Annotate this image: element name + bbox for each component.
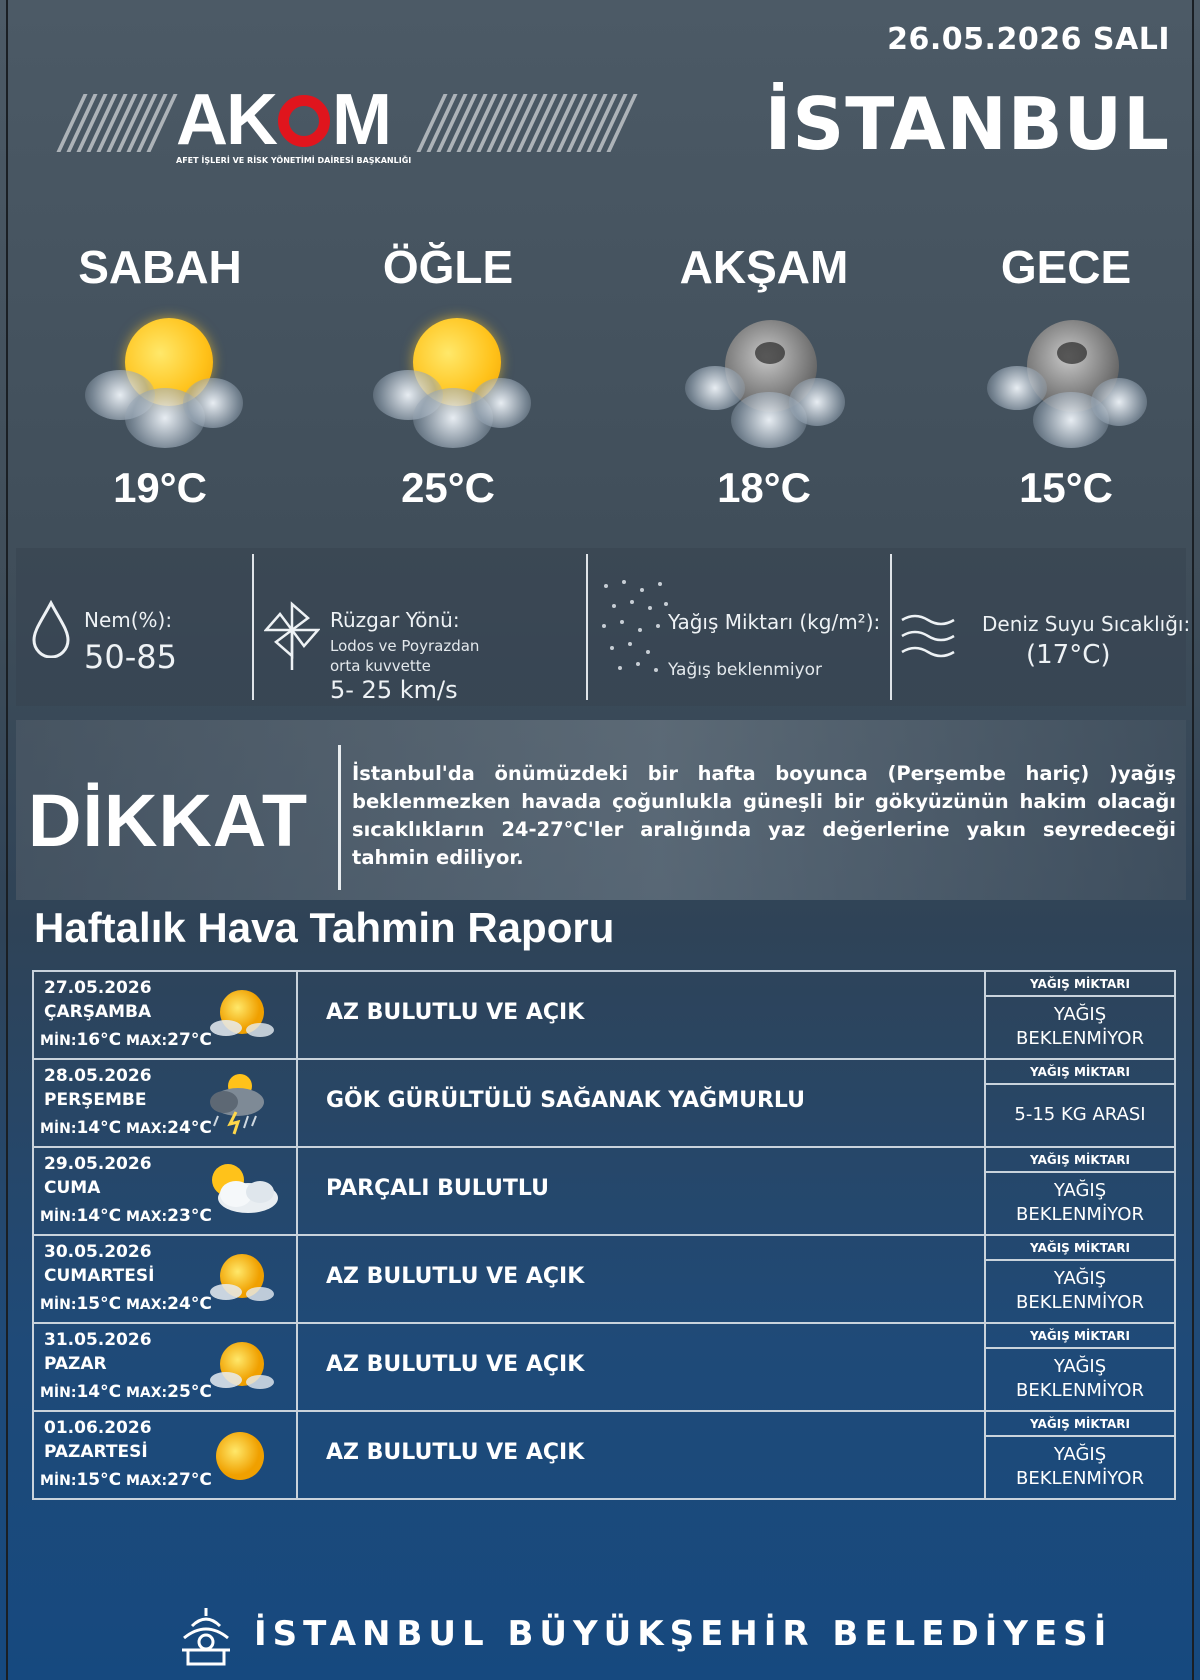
forecast-desc: GÖK GÜRÜLTÜLÜ SAĞANAK YAĞMURLU <box>326 1088 806 1113</box>
day-name: PAZAR <box>44 1354 107 1374</box>
weekly-row <box>33 1323 1175 1411</box>
sun-cloud-icon <box>75 308 245 458</box>
day-cell <box>33 1147 297 1235</box>
day-min: 14°C <box>76 1382 122 1402</box>
day-max: 27°C <box>167 1470 212 1490</box>
day-date: 28.05.2026 <box>44 1066 152 1086</box>
sun-icon <box>202 1424 282 1488</box>
forecast-cell <box>297 1235 985 1323</box>
sea-label: Deniz Suyu Sıcaklığı: <box>982 612 1191 636</box>
day-minmax <box>40 1030 212 1050</box>
weekly-row <box>33 1147 1175 1235</box>
rain-amount: YAĞIŞ BEKLENMİYOR <box>1016 1444 1144 1489</box>
report-date: 26.05.2026 SALI <box>887 22 1170 57</box>
day-date: 01.06.2026 <box>44 1418 152 1438</box>
rain-cell <box>985 1411 1175 1499</box>
day-date: 30.05.2026 <box>44 1242 152 1262</box>
period-name: SABAH <box>78 241 242 293</box>
weekly-row <box>33 971 1175 1059</box>
footer-text: İSTANBUL BÜYÜKŞEHİR BELEDİYESİ <box>254 1614 1113 1654</box>
rain-cell <box>985 1323 1175 1411</box>
rain-value: Yağış beklenmiyor <box>668 660 823 680</box>
max-label: MAX: <box>125 1385 168 1401</box>
forecast-cell <box>297 1059 985 1147</box>
partly-cloudy-icon <box>202 1160 282 1224</box>
day-max: 24°C <box>167 1118 212 1138</box>
day-name: PAZARTESİ <box>44 1442 148 1462</box>
period-temp: 18°C <box>717 464 811 511</box>
period-aksam <box>654 240 874 512</box>
day-cell <box>33 1323 297 1411</box>
logo-red-ring <box>278 95 330 147</box>
forecast-desc: AZ BULUTLU VE AÇIK <box>326 1352 585 1377</box>
period-temp: 15°C <box>1019 464 1113 511</box>
day-name: ÇARŞAMBA <box>44 1002 152 1022</box>
forecast-desc: AZ BULUTLU VE AÇIK <box>326 1000 585 1025</box>
waves-icon <box>900 612 956 662</box>
sea-value: (17°C) <box>1026 640 1111 670</box>
day-cell <box>33 1411 297 1499</box>
wind-label: Rüzgar Yönü: <box>330 608 460 632</box>
rain-cell <box>985 1235 1175 1323</box>
day-cell <box>33 1059 297 1147</box>
day-min: 16°C <box>76 1030 122 1050</box>
sun-cloud-icon <box>202 1336 282 1400</box>
forecast-desc: AZ BULUTLU VE AÇIK <box>326 1440 585 1465</box>
max-label: MAX: <box>125 1033 168 1049</box>
water-drop-icon <box>30 600 72 658</box>
day-date: 29.05.2026 <box>44 1154 152 1174</box>
stats-band <box>16 548 1191 706</box>
sea-stat <box>900 548 1191 706</box>
day-min: 14°C <box>76 1118 122 1138</box>
day-max: 25°C <box>167 1382 212 1402</box>
day-min: 15°C <box>76 1470 122 1490</box>
sun-cloud-icon <box>202 984 282 1048</box>
min-label: MİN: <box>40 1385 77 1401</box>
day-cell <box>33 1235 297 1323</box>
humidity-label: Nem(%): <box>84 608 173 632</box>
day-minmax <box>40 1206 212 1226</box>
rain-amount: 5-15 KG ARASI <box>1014 1104 1146 1125</box>
ibb-emblem-icon <box>178 1604 234 1668</box>
day-max: 23°C <box>167 1206 212 1226</box>
min-label: MİN: <box>40 1473 77 1489</box>
rain-amount: YAĞIŞ BEKLENMİYOR <box>1016 1356 1144 1401</box>
min-label: MİN: <box>40 1033 77 1049</box>
rain-amount: YAĞIŞ BEKLENMİYOR <box>1016 1180 1144 1225</box>
logo-subtitle: AFET İŞLERİ VE RİSK YÖNETİMİ DAİRESİ BAŞKANLIĞI <box>176 156 412 165</box>
rain-amount: YAĞIŞ BEKLENMİYOR <box>1016 1268 1144 1313</box>
day-date: 27.05.2026 <box>44 978 152 998</box>
dikkat-divider <box>338 745 341 890</box>
day-min: 14°C <box>76 1206 122 1226</box>
akom-logo <box>70 80 590 176</box>
humidity-stat <box>24 548 254 706</box>
day-minmax <box>40 1382 212 1402</box>
period-sabah <box>50 240 270 512</box>
min-label: MİN: <box>40 1121 77 1137</box>
humidity-value: 50-85 <box>84 638 177 676</box>
logo-wordmark: AK M <box>176 80 390 160</box>
rain-header: YAĞIŞ MİKTARI <box>986 1237 1174 1261</box>
day-name: PERŞEMBE <box>44 1090 147 1110</box>
dikkat-text: İstanbul'da önümüzdeki bir hafta boyunca (Perşembe hariç) )yağış beklenmezken havada çoğunlukla güneşli bir gökyüzünün hakim olacağı sıcaklıkların 24-27°C'ler aralığında yaz değerlerine yakın seyredeceği tahmin ediliyor. <box>352 762 1176 869</box>
forecast-cell <box>297 971 985 1059</box>
logo-stripes-right <box>430 94 624 152</box>
rain-header: YAĞIŞ MİKTARI <box>986 1413 1174 1437</box>
stat-divider <box>252 554 254 700</box>
weekly-row <box>33 1235 1175 1323</box>
stat-divider <box>586 554 588 700</box>
weekly-table <box>32 970 1176 1500</box>
max-label: MAX: <box>125 1473 168 1489</box>
max-label: MAX: <box>125 1209 168 1225</box>
weekly-title: Haftalık Hava Tahmin Raporu <box>34 904 615 951</box>
weekly-row <box>33 1411 1175 1499</box>
forecast-cell <box>297 1147 985 1235</box>
period-gece <box>956 240 1176 512</box>
thunderstorm-icon <box>202 1072 282 1136</box>
forecast-desc: PARÇALI BULUTLU <box>326 1176 549 1201</box>
period-temp: 19°C <box>113 464 207 511</box>
rain-header: YAĞIŞ MİKTARI <box>986 1149 1174 1173</box>
footer <box>178 1604 1113 1668</box>
min-label: MİN: <box>40 1297 77 1313</box>
day-date: 31.05.2026 <box>44 1330 152 1350</box>
period-name: GECE <box>1000 241 1132 293</box>
rain-stat <box>594 548 894 706</box>
logo-stripes-left <box>70 94 164 152</box>
min-label: MİN: <box>40 1209 77 1225</box>
day-max: 27°C <box>167 1030 212 1050</box>
forecast-cell <box>297 1411 985 1499</box>
day-cell <box>33 971 297 1059</box>
max-label: MAX: <box>125 1297 168 1313</box>
sun-cloud-icon <box>202 1248 282 1312</box>
moon-cloud-icon <box>679 308 849 458</box>
sun-cloud-icon <box>363 308 533 458</box>
max-label: MAX: <box>125 1121 168 1137</box>
day-minmax <box>40 1294 212 1314</box>
rain-amount: YAĞIŞ BEKLENMİYOR <box>1016 1004 1144 1049</box>
wind-value: 5- 25 km/s <box>330 676 458 704</box>
day-name: CUMA <box>44 1178 101 1198</box>
day-minmax <box>40 1118 212 1138</box>
pinwheel-icon <box>264 600 320 672</box>
rain-header: YAĞIŞ MİKTARI <box>986 1325 1174 1349</box>
stat-divider <box>890 554 892 700</box>
day-min: 15°C <box>76 1294 122 1314</box>
period-temp: 25°C <box>401 464 495 511</box>
forecast-desc: AZ BULUTLU VE AÇIK <box>326 1264 585 1289</box>
rain-cell <box>985 971 1175 1059</box>
day-name: CUMARTESİ <box>44 1266 155 1286</box>
period-ogle <box>338 240 558 512</box>
rain-header: YAĞIŞ MİKTARI <box>986 1061 1174 1085</box>
period-name: AKŞAM <box>679 241 849 293</box>
day-minmax <box>40 1470 212 1490</box>
rain-cell <box>985 1059 1175 1147</box>
forecast-cell <box>297 1323 985 1411</box>
wind-stat <box>262 548 592 706</box>
period-name: ÖĞLE <box>382 241 514 293</box>
moon-cloud-icon <box>981 308 1151 458</box>
day-max: 24°C <box>167 1294 212 1314</box>
rain-label: Yağış Miktarı (kg/m²): <box>668 610 881 634</box>
city-name: İSTANBUL <box>764 82 1170 166</box>
rain-cell <box>985 1147 1175 1235</box>
rain-drops-icon <box>598 576 670 676</box>
weekly-row <box>33 1059 1175 1147</box>
dikkat-title: DİKKAT <box>28 779 309 862</box>
wind-desc: Lodos ve Poyrazdan orta kuvvette <box>330 637 480 675</box>
rain-header: YAĞIŞ MİKTARI <box>986 973 1174 997</box>
